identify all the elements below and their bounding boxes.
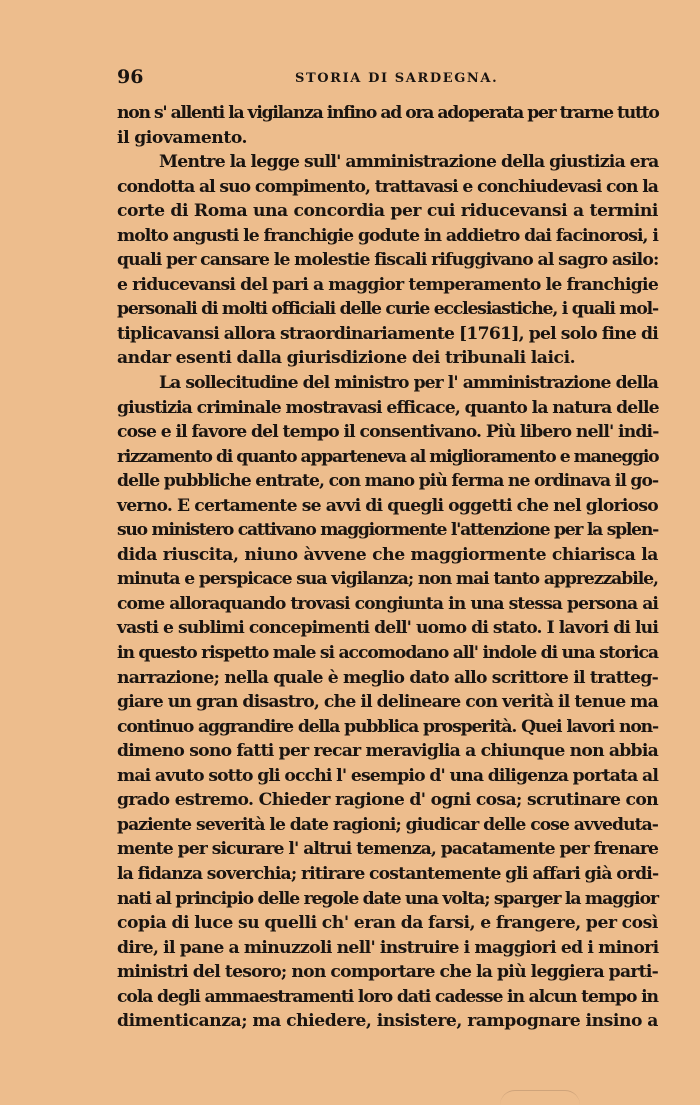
text-line: la fidanza soverchia; ritirare costantemente gli affari già ordi-: [117, 863, 659, 884]
text-line: nati al principio delle regole date una volta; sparger la maggior: [117, 888, 658, 909]
text-line: copia di luce su quelli ch' eran da farsi, e frangere, per così: [117, 913, 658, 934]
text-line: suo ministero cattivano maggiormente l'attenzione per la splen-: [117, 520, 658, 541]
text-line: dimeno sono fatti per recar meraviglia a chiunque non abbia: [117, 741, 658, 762]
text-line: quali per cansare le molestie fiscali rifuggivano al sagro asilo:: [117, 250, 659, 271]
text-line: giustizia criminale mostravasi efficace, quanto la natura delle: [117, 397, 659, 418]
text-line: il giovamento.: [117, 127, 248, 148]
text-line: La sollecitudine del ministro per l' amministrazione della: [159, 373, 658, 394]
text-line: in questo rispetto male si accomodano all' indole di una storica: [117, 643, 658, 664]
text-line: dimenticanza; ma chiedere, insistere, rampognare insino a: [117, 1011, 658, 1032]
page-number: 96: [117, 66, 144, 88]
text-line: molto angusti le franchigie godute in addietro dai facinorosi, i: [117, 225, 658, 246]
text-line: grado estremo. Chieder ragione d' ogni cosa; scrutinare con: [117, 790, 658, 811]
text-line: mente per sicurare l' altrui temenza, pacatamente per frenare: [117, 839, 658, 860]
text-line: continuo aggrandire della pubblica prosperità. Quei lavori non-: [117, 716, 658, 737]
body-text: [117, 101, 658, 1034]
text-line: e riducevansi del pari a maggior temperamento le franchigie: [117, 274, 658, 295]
text-line: condotta al suo compimento, trattavasi e conchiudevasi con la: [117, 176, 658, 197]
text-line: andar esenti dalla giurisdizione dei tribunali laici.: [117, 348, 576, 369]
text-line: vasti e sublimi concepimenti dell' uomo di stato. I lavori di lui: [117, 618, 658, 639]
text-line: dire, il pane a minuzzoli nell' instruire i maggiori ed i minori: [117, 937, 659, 958]
text-line: cose e il favore del tempo il consentivano. Più libero nell' indi-: [117, 422, 659, 443]
text-line: rizzamento di quanto apparteneva al miglioramento e maneggio: [117, 446, 659, 467]
text-line: mai avuto sotto gli occhi l' esempio d' una diligenza portata al: [117, 765, 659, 786]
text-line: non s' allenti la vigilanza infino ad ora adoperata per trarne tutto: [117, 103, 659, 123]
page-header: [117, 66, 658, 92]
text-line: minuta e perspicace sua vigilanza; non mai tanto apprezzabile,: [117, 569, 658, 590]
text-line: delle pubbliche entrate, con mano più ferma ne ordinava il go-: [117, 471, 659, 492]
text-line: narrazione; nella quale è meglio dato allo scrittore il tratteg-: [117, 667, 658, 688]
text-line: Mentre la legge sull' amministrazione della giustizia era: [159, 152, 659, 173]
text-line: cola degli ammaestramenti loro dati cadesse in alcun tempo in: [117, 986, 658, 1007]
text-line: personali di molti officiali delle curie ecclesiastiche, i quali mol-: [117, 299, 658, 320]
text-line: paziente severità le date ragioni; giudicar delle cose avveduta-: [117, 814, 658, 835]
faint-watermark: [500, 1090, 580, 1105]
text-line: ministri del tesoro; non comportare che la più leggiera parti-: [117, 962, 658, 983]
text-line: tiplicavansi allora straordinariamente [1761], pel solo fine di: [117, 323, 658, 344]
text-line: giare un gran disastro, che il delineare con verità il tenue ma: [117, 692, 658, 713]
running-title: STORIA DI SARDEGNA.: [295, 71, 499, 86]
text-line: verno. E certamente se avvi di quegli oggetti che nel glorioso: [117, 495, 658, 516]
text-line: come alloraquando trovasi congiunta in una stessa persona ai: [117, 593, 658, 614]
text-line: dida riuscita, niuno àvvene che maggiormente chiarisca la: [117, 544, 658, 565]
text-line: corte di Roma una concordia per cui riducevansi a termini: [117, 201, 658, 222]
